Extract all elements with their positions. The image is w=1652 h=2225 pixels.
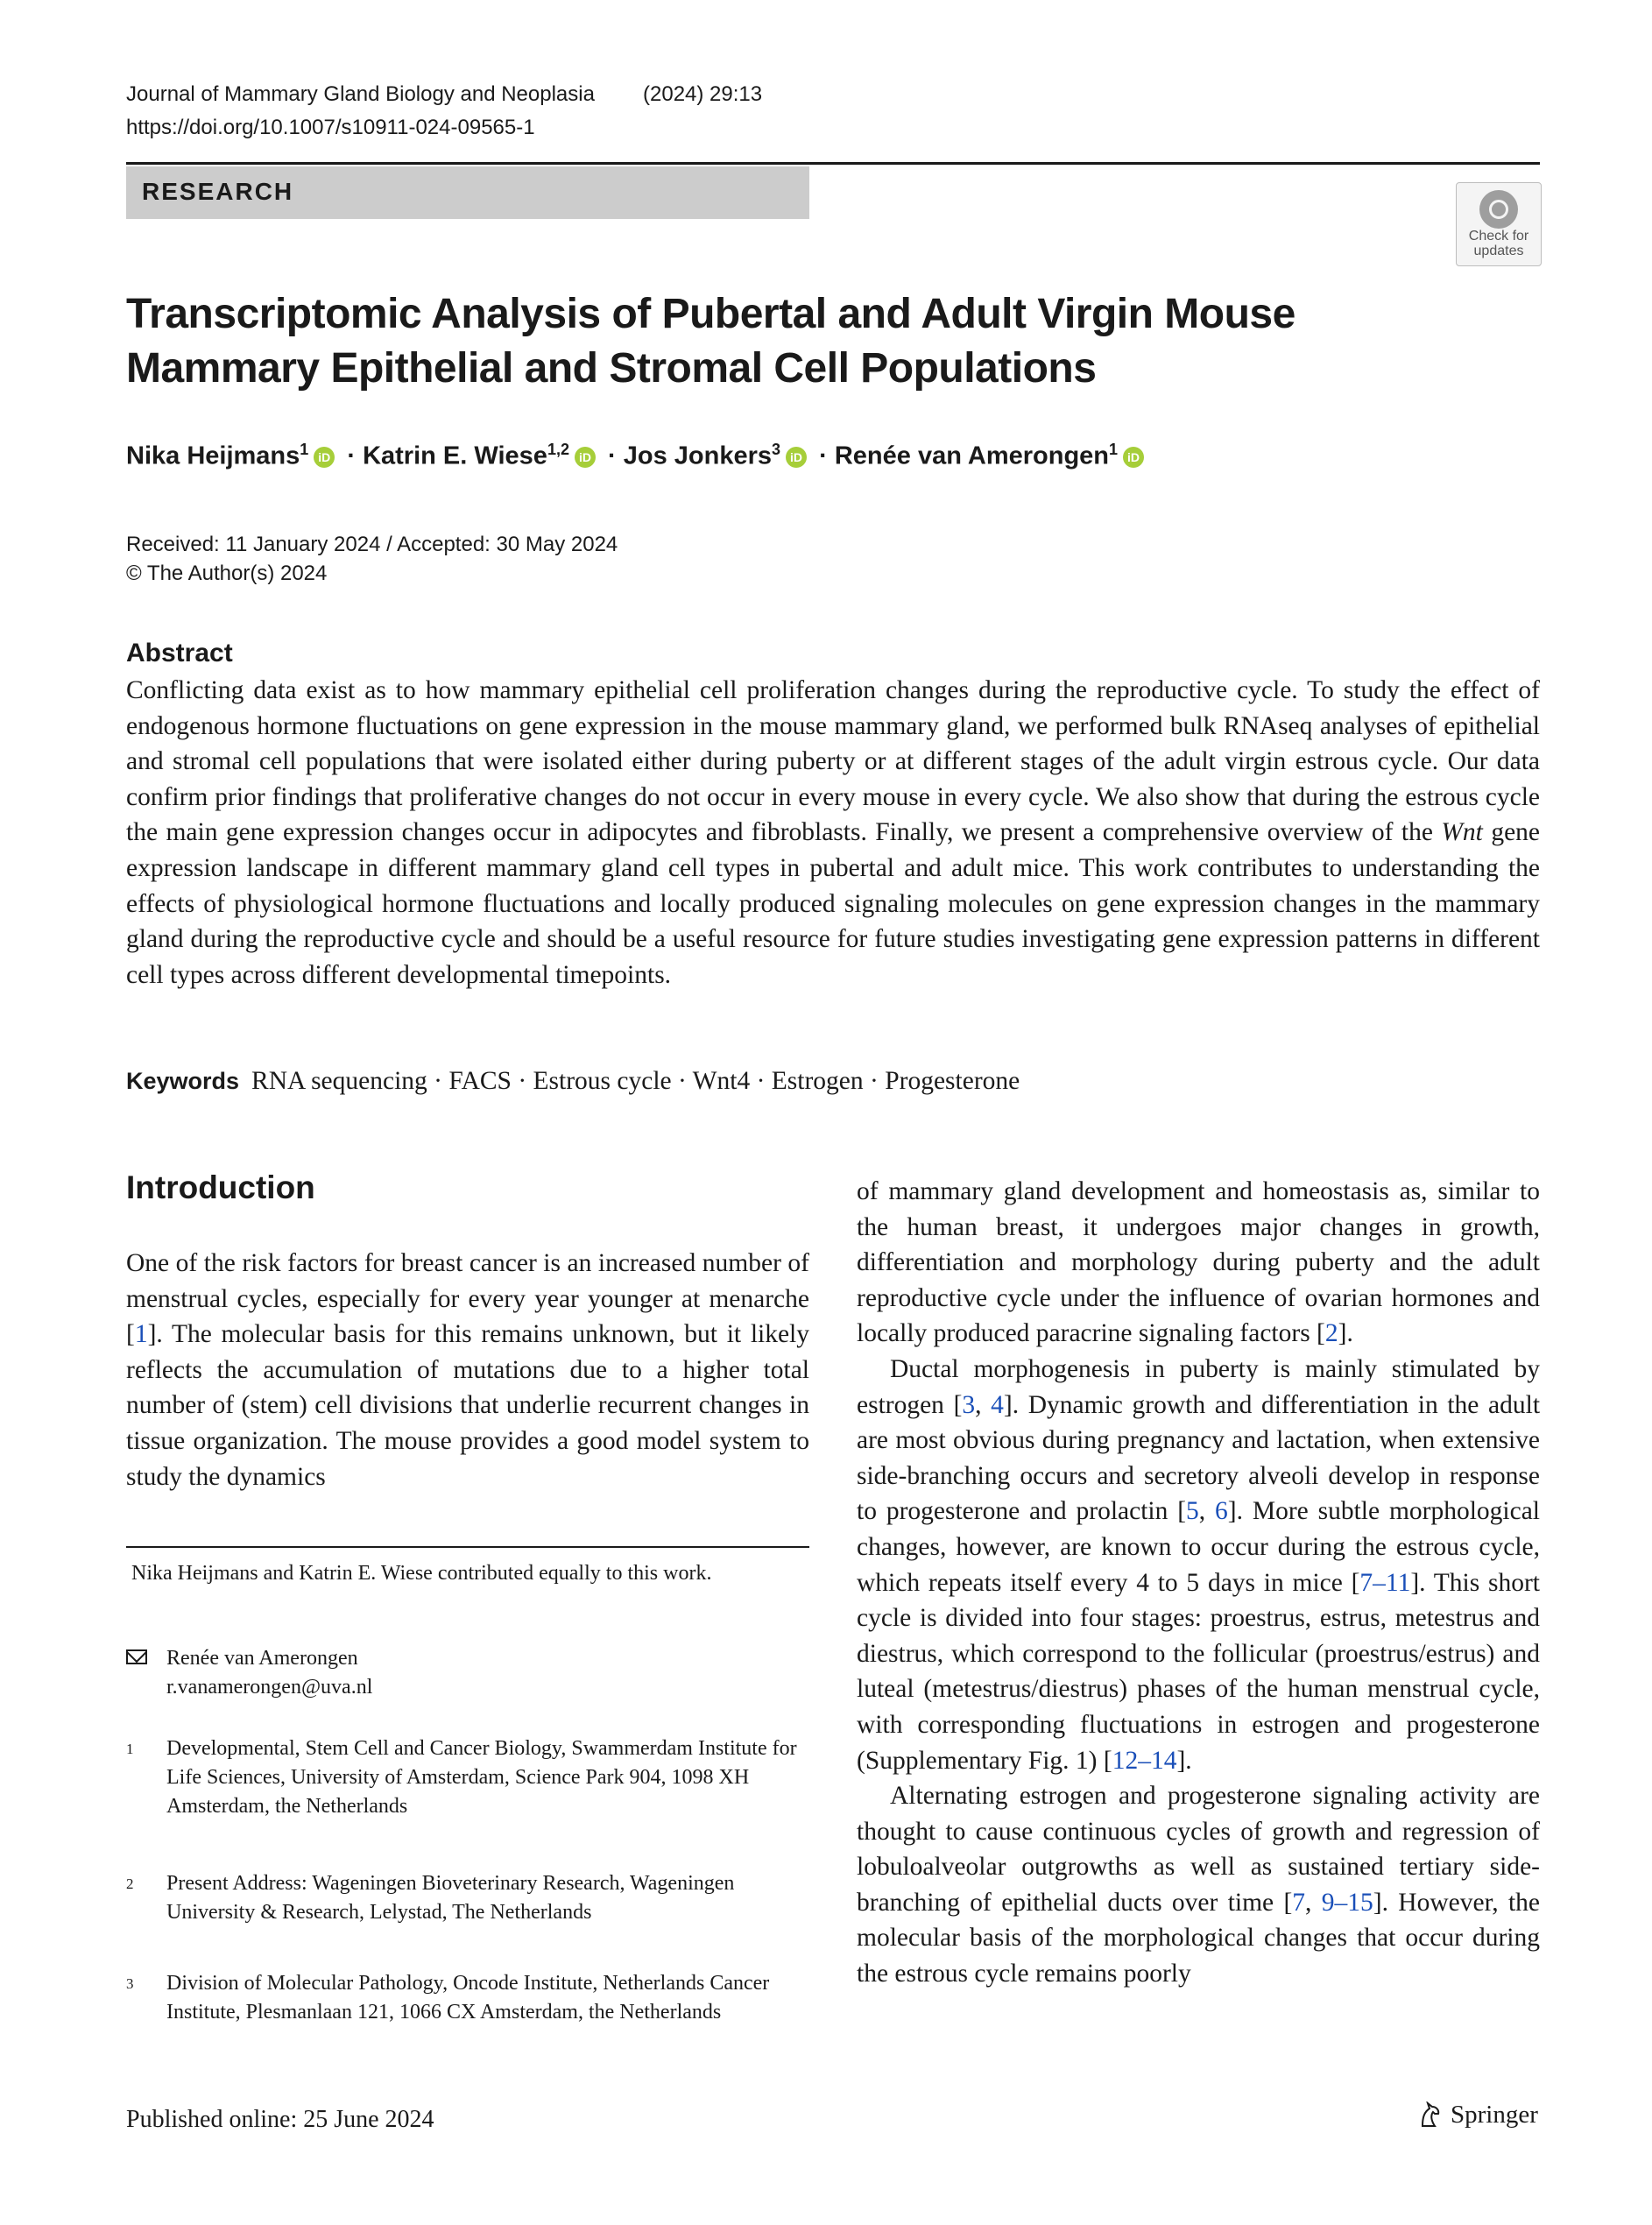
text-run: ].: [1338, 1319, 1353, 1348]
text-run: ]. More subtle morphological changes, however, are known to occur during the estrous cycle, which repeats itself every 4 to 5 days in mice [: [857, 1497, 1541, 1597]
introduction-heading: Introduction: [126, 1169, 315, 1205]
envelope-icon: [126, 1649, 147, 1664]
journal-title: Journal of Mammary Gland Biology and Neoplasia: [126, 82, 595, 106]
published-online-date: Published online: 25 June 2024: [126, 2106, 434, 2133]
text-run: Ductal morphogenesis in puberty is mainly stimulated by estrogen [: [857, 1354, 1540, 1419]
text-run: Alternating estrogen and progesterone signaling activity are thought to cause continuous cycles of growth and regression of lobuloalveolar outgrowths as well as sustained tertiary side-branching of epithelial ducts over time [: [857, 1782, 1540, 1917]
footnote-rule: [126, 1546, 809, 1548]
publisher-name: Springer: [1451, 2101, 1538, 2129]
abstract-text: [126, 673, 1540, 992]
intro-left-column: [126, 1246, 809, 1494]
received-accepted-dates: Received: 11 January 2024 / Accepted: 30 May 2024: [126, 533, 618, 556]
text-run: of mammary gland development and homeostasis as, similar to the human breast, it undergoes major changes in growth, differentiation and morphology during puberty and the adult reproductive cycle under the influence of ovarian hormones and locally produced paracrine signaling factors [: [857, 1177, 1540, 1348]
affiliation-marker: 2: [126, 1875, 134, 1892]
intro-paragraph: [126, 1246, 809, 1494]
citation-link[interactable]: 5: [1186, 1497, 1199, 1526]
author-list: [126, 441, 1149, 471]
text-run: One of the risk factors for breast cancer is an increased number of menstrual cycles, especially for every year younger at menarche [: [126, 1249, 809, 1349]
author-separator: ·: [347, 441, 357, 470]
doi-link[interactable]: https://doi.org/10.1007/s10911-024-09565-1: [126, 116, 535, 139]
corresponding-email[interactable]: r.vanamerongen@uva.nl: [166, 1676, 373, 1699]
citation-link[interactable]: 12–14: [1112, 1746, 1177, 1775]
text-run: ]. The molecular basis for this remains unknown, but it likely reflects the accumulation of mutations due to a higher total number of (stem) cell divisions that underlie recurrent changes in tissue organization. The mouse provides a good model system to study the dynamics: [126, 1320, 809, 1491]
abstract-part-1: Conflicting data exist as to how mammary epithelial cell proliferation changes during the reproductive cycle. To study the effect of endogenous hormone fluctuations on gene expression in the mouse mammary gland, we performed bulk RNAseq analyses of epithelial and stromal cell populations that were isolated either during puberty or at different stages of the adult virgin estrous cycle. Our data confirm prior findings that proliferative changes do not occur in every mouse in every cycle. We also show that during the estrous cycle the main gene expression changes occur in adipocytes and fibroblasts. Finally, we present a comprehensive overview of the: [126, 676, 1540, 847]
check-updates-line2: updates: [1473, 244, 1524, 258]
orcid-icon[interactable]: iD: [786, 447, 807, 468]
citation-link[interactable]: 7: [1292, 1888, 1306, 1917]
check-updates-icon: [1479, 190, 1518, 229]
affiliation-3: [126, 1969, 809, 2057]
citation-link[interactable]: 2: [1324, 1319, 1338, 1348]
journal-year-volume: (2024) 29:13: [643, 82, 763, 106]
keywords-line: [126, 1067, 1020, 1096]
citation-link[interactable]: 1: [134, 1320, 148, 1349]
intro-paragraph: [857, 1352, 1540, 1778]
orcid-icon[interactable]: iD: [575, 447, 596, 468]
citation-link[interactable]: 6: [1215, 1497, 1228, 1526]
copyright-notice: © The Author(s) 2024: [126, 562, 328, 585]
text-run: ,: [1198, 1497, 1216, 1526]
header-rule: [126, 162, 1540, 165]
text-run: ]. However, the molecular basis of the morphological changes that occur during the estrous cycle remains poorly: [857, 1888, 1541, 1988]
springer-horse-icon: [1419, 2101, 1442, 2128]
text-run: ].: [1176, 1746, 1192, 1775]
citation-link[interactable]: 4: [991, 1390, 1004, 1419]
corresponding-author: [126, 1644, 809, 1706]
affiliation-text: Developmental, Stem Cell and Cancer Biology, Swammerdam Institute for Life Sciences, University of Amsterdam, Science Park 904, 1098 XH Amsterdam, the Netherlands: [166, 1737, 797, 1818]
section-label: RESEARCH: [142, 178, 294, 205]
article-dates: [126, 530, 618, 588]
author-name: Jos Jonkers: [623, 441, 773, 470]
text-run: ]. This short cycle is divided into four stages: proestrus, estrus, metestrus and diestrus, which correspond to the follicular (proestrus/estrus) and luteal (metestrus/diestrus) phases of the human menstrual cycle, with corresponding fluctuations in estrogen and progesterone (Supplementary Fig. 1) [: [857, 1568, 1540, 1775]
abstract-italic-gene: Wnt: [1441, 818, 1483, 847]
citation-link[interactable]: 3: [962, 1390, 976, 1419]
author-affiliation: 3: [772, 441, 781, 458]
affiliation-marker: 3: [126, 1975, 134, 1992]
author-affiliation: 1: [1109, 441, 1119, 458]
equal-contribution-note: Nika Heijmans and Katrin E. Wiese contributed equally to this work.: [131, 1562, 712, 1585]
keywords-label: Keywords: [126, 1068, 240, 1094]
corresponding-name: Renée van Amerongen: [166, 1647, 358, 1670]
affiliation-text: Division of Molecular Pathology, Oncode Institute, Netherlands Cancer Institute, Plesmanlaan 121, 1066 CX Amsterdam, the Netherlands: [166, 1972, 770, 2024]
publisher-logo: [1419, 2101, 1538, 2130]
abstract-part-2: gene expression landscape in different mammary gland cell types in pubertal and adult mice. This work contributes to understanding the effects of physiological hormone fluctuations and locally produced signaling molecules on gene expression changes in the mammary gland during the reproductive cycle and should be a useful resource for future studies investigating gene expression patterns in different cell types across different developmental timepoints.: [126, 818, 1541, 989]
journal-name: [126, 82, 763, 107]
abstract-heading: Abstract: [126, 639, 233, 668]
author-separator: ·: [608, 441, 617, 470]
intro-paragraph: [857, 1778, 1540, 1992]
author-separator: ·: [819, 441, 828, 470]
section-banner: [126, 166, 809, 219]
affiliation-marker: 1: [126, 1741, 134, 1757]
affiliation-1: [126, 1734, 809, 1850]
author-name: Katrin E. Wiese: [363, 441, 547, 470]
author-affiliation: 1,2: [547, 441, 569, 458]
text-run: ]. Dynamic growth and differentiation in the adult are most obvious during pregnancy and lactation, when extensive side-branching occurs and secretory alveoli develop in response to progesterone and prolactin [: [857, 1390, 1541, 1526]
orcid-icon[interactable]: iD: [1123, 447, 1144, 468]
author-name: Renée van Amerongen: [834, 441, 1110, 470]
keywords-list: RNA sequencing · FACS · Estrous cycle · Wnt4 · Estrogen · Progesterone: [251, 1067, 1020, 1095]
text-run: ,: [1305, 1888, 1322, 1917]
intro-paragraph: [857, 1174, 1540, 1352]
author-affiliation: 1: [300, 441, 309, 458]
text-run: ,: [975, 1390, 992, 1419]
check-for-updates-badge[interactable]: [1456, 182, 1542, 266]
citation-link[interactable]: 7–11: [1359, 1568, 1411, 1597]
orcid-icon[interactable]: iD: [314, 447, 335, 468]
affiliation-2: [126, 1869, 809, 1957]
intro-right-column: [857, 1174, 1540, 1992]
article-title: Transcriptomic Analysis of Pubertal and Adult Virgin Mouse Mammary Epithelial and Stromal Cell Populations: [126, 291, 1295, 392]
check-updates-line1: Check for: [1468, 229, 1529, 244]
citation-link[interactable]: 9–15: [1321, 1888, 1373, 1917]
author-name: Nika Heijmans: [126, 441, 300, 470]
affiliation-text: Present Address: Wageningen Bioveterinary Research, Wageningen University & Research, Lelystad, The Netherlands: [166, 1872, 735, 1924]
